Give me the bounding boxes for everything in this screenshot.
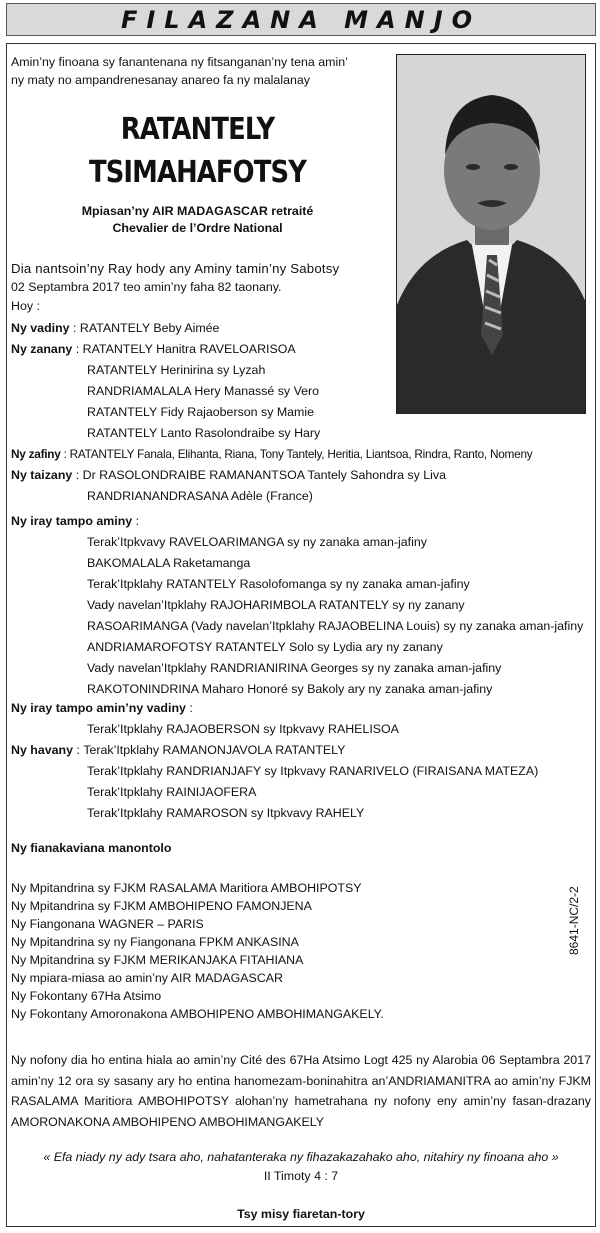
institution-item: Ny Mpitandrina sy FJKM MERIKANJAKA FITAHIANA: [11, 953, 304, 967]
family-member: RANDRIAMALALA Hery Manassé sy Vero: [87, 384, 320, 398]
deceased-name-line-2: TSIMAHAFOTSY: [88, 155, 307, 190]
side-code: 8641-NC/2-2: [567, 886, 581, 955]
family-member: BAKOMALALA Raketamanga: [87, 556, 251, 570]
family-member: RAKOTONINDRINA Maharo Honoré sy Bakoly ary ny zanaka aman-jafiny: [87, 682, 493, 696]
family-member: RATANTELY Beby Aimée: [79, 321, 220, 335]
family-label-zafiny: Ny zafiny : RATANTELY Fanala, Elihanta, Riana, Tony Tantely, Heritia, Liantsoa, Rindra, Ranto, Nomeny: [11, 447, 533, 461]
portrait-image: [397, 55, 586, 414]
notice-header: FILAZANA MANJO: [6, 3, 596, 36]
family-member: Terak’Itpklahy RAJAOBERSON sy Itpkvavy RAHELISOA: [87, 722, 399, 736]
institution-item: Ny Mpitandrina sy FJKM RASALAMA Maritiora AMBOHIPOTSY: [11, 881, 362, 895]
family-member: RATANTELY Fanala, Elihanta, Riana, Tony Tantely, Heritia, Liantsoa, Rindra, Ranto, Nomeny: [69, 447, 533, 461]
institution-item: Ny mpiara-miasa ao amin’ny AIR MADAGASCAR: [11, 971, 283, 985]
family-label-iray-tampo-aminy: Ny iray tampo aminy :: [11, 514, 140, 528]
bible-reference: II Timoty 4 : 7: [263, 1169, 339, 1183]
bible-quote: « Efa niady ny ady tsara aho, nahatanteraka ny fihazakazahako aho, nitahiry ny finoana aho »: [43, 1150, 559, 1164]
deceased-name-line-1: RATANTELY: [120, 112, 275, 147]
institution-item: Ny Mpitandrina sy ny Fiangonana FPKM ANKASINA: [11, 935, 299, 949]
intro-line-2: ny maty no ampandrenesanay anareo fa ny malalanay: [11, 73, 310, 87]
family-member: RATANTELY Hanitra RAVELOARISOA: [82, 342, 296, 356]
family-member: Vady navelan’Itpklahy RAJOHARIMBOLA RATANTELY sy ny zanany: [87, 598, 465, 612]
family-label-iray-tampo-vadiny: Ny iray tampo amin’ny vadiny :: [11, 701, 193, 715]
family-label-vadiny: Ny vadiny : RATANTELY Beby Aimée: [11, 321, 220, 335]
institutions-title: Ny fianakaviana manontolo: [11, 841, 172, 855]
institution-item: Ny Fokontany Amoronakona AMBOHIPENO AMBOHIMANGAKELY.: [11, 1007, 384, 1021]
family-member: Terak’Itpklahy RAMAROSON sy Itpkvavy RAHELY: [87, 806, 365, 820]
family-member: ANDRIAMAROFOTSY RATANTELY Solo sy Lydia ary ny zanany: [87, 640, 443, 654]
institution-item: Ny Fokontany 67Ha Atsimo: [11, 989, 162, 1003]
intro-line-1: Amin’ny finoana sy fanantenana ny fitsanganan’ny tena amin’: [11, 55, 348, 69]
footer-note: Tsy misy fiaretan-tory: [237, 1207, 365, 1221]
death-line-1: Dia nantsoin’ny Ray hody any Aminy tamin’ny Sabotsy: [11, 261, 340, 276]
institution-item: Ny Fiangonana WAGNER – PARIS: [11, 917, 204, 931]
family-member: Terak’Itpklahy RAINIJAOFERA: [87, 785, 257, 799]
hoy-label: Hoy :: [11, 299, 40, 313]
deceased-title-2: Chevalier de l’Ordre National: [112, 221, 283, 235]
family-member: RASOARIMANGA (Vady navelan’Itpklahy RAJAOBELINA Louis) sy ny zanaka aman-jafiny: [87, 619, 584, 633]
family-label-havany: Ny havany : Terak’Itpklahy RAMANONJAVOLA RATANTELY: [11, 743, 346, 757]
portrait-photo: [396, 54, 586, 414]
institution-item: Ny Mpitandrina sy FJKM AMBOHIPENO FAMONJENA: [11, 899, 312, 913]
funeral-paragraph: Ny nofony dia ho entina hiala ao amin’ny Cité des 67Ha Atsimo Logt 425 ny Alarobia 06 Septambra 2017 amin’ny 12 ora sy sasany ary ho entina hanomezam-boninahitra an’ANDRIAMANITRA ao amin’ny FJKM RASALAMA Maritiora AMBOHIPOTSY alohan’ny hametrahana ny nofony eny amin’ny fasan-drazany AMORONAKONA AMBOHIPENO AMBOHIMANGAKELY: [11, 1053, 591, 1129]
family-member: RATANTELY Fidy Rajaoberson sy Mamie: [87, 405, 315, 419]
family-member: RANDRIANANDRASANA Adèle (France): [87, 489, 313, 503]
family-member: RATANTELY Herinirina sy Lyzah: [87, 363, 266, 377]
family-member: Dr RASOLONDRAIBE RAMANANTSOA Tantely Sahondra sy Liva: [82, 468, 446, 482]
family-member: Terak’Itpkvavy RAVELOARIMANGA sy ny zanaka aman-jafiny: [87, 535, 427, 549]
family-label-zanany: Ny zanany : RATANTELY Hanitra RAVELOARISOA: [11, 342, 296, 356]
family-label-taizany: Ny taizany : Dr RASOLONDRAIBE RAMANANTSOA Tantely Sahondra sy Liva: [11, 468, 446, 482]
family-member: Terak’Itpklahy RATANTELY Rasolofomanga sy ny zanaka aman-jafiny: [87, 577, 470, 591]
family-member: Terak’Itpklahy RAMANONJAVOLA RATANTELY: [83, 743, 346, 757]
death-line-2: 02 Septambra 2017 teo amin’ny faha 82 taonany.: [11, 280, 282, 294]
family-member: RATANTELY Lanto Rasolondraibe sy Hary: [87, 426, 321, 440]
deceased-title-1: Mpiasan’ny AIR MADAGASCAR retraité: [81, 204, 314, 218]
family-member: Terak’Itpklahy RANDRIANJAFY sy Itpkvavy RANARIVELO (FIRAISANA MATEZA): [87, 764, 539, 778]
family-member: Vady navelan’Itpklahy RANDRIANIRINA Georges sy ny zanaka aman-jafiny: [87, 661, 502, 675]
